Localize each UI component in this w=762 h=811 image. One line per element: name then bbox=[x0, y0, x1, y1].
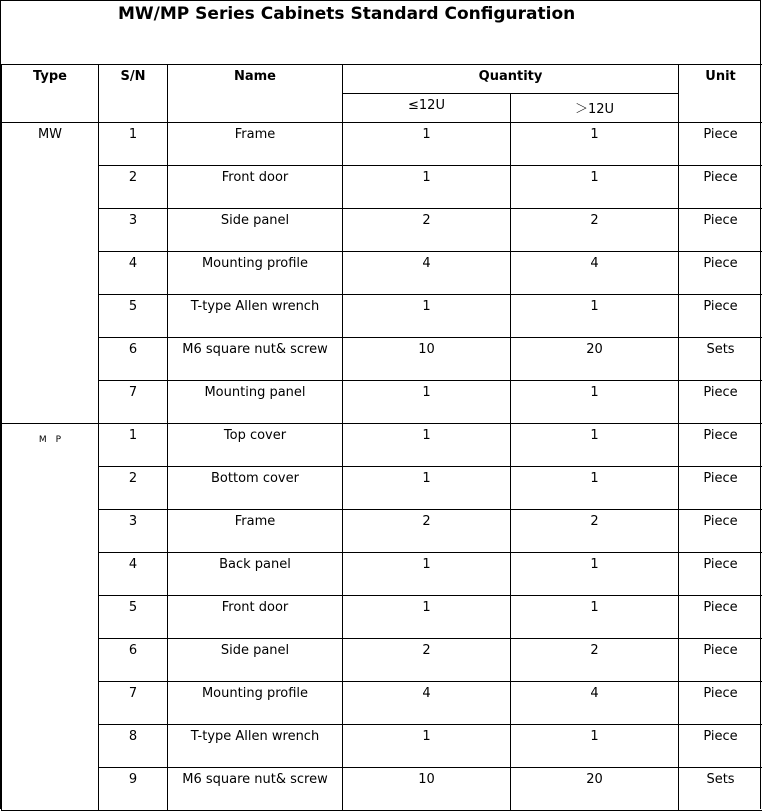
sn-cell: 6 bbox=[99, 338, 168, 381]
qty-large-cell: 1 bbox=[511, 596, 679, 639]
name-cell: Back panel bbox=[168, 553, 343, 596]
sn-cell: 3 bbox=[99, 209, 168, 252]
type-cell: MW bbox=[2, 123, 99, 424]
sn-cell: 4 bbox=[99, 252, 168, 295]
name-cell: T-type Allen wrench bbox=[168, 295, 343, 338]
unit-cell: Piece bbox=[679, 424, 762, 467]
unit-cell: Sets bbox=[679, 338, 762, 381]
sn-cell: 1 bbox=[99, 123, 168, 166]
unit-cell: Piece bbox=[679, 682, 762, 725]
table-row bbox=[2, 639, 762, 682]
sn-cell: 1 bbox=[99, 424, 168, 467]
qty-small-cell: 1 bbox=[343, 725, 511, 768]
qty-large-cell: 2 bbox=[511, 639, 679, 682]
unit-cell: Piece bbox=[679, 510, 762, 553]
qty-small-cell: 10 bbox=[343, 338, 511, 381]
name-cell: Mounting profile bbox=[168, 252, 343, 295]
table-row bbox=[2, 381, 762, 424]
name-cell: Front door bbox=[168, 596, 343, 639]
table-row bbox=[2, 768, 762, 811]
header-quantity: Quantity bbox=[343, 65, 679, 94]
table-row bbox=[2, 553, 762, 596]
table-row bbox=[2, 682, 762, 725]
name-cell: Front door bbox=[168, 166, 343, 209]
header-qty-small: ≤12U bbox=[343, 94, 511, 123]
qty-large-cell: 1 bbox=[511, 725, 679, 768]
table-row bbox=[2, 338, 762, 381]
sn-cell: 8 bbox=[99, 725, 168, 768]
qty-small-cell: 1 bbox=[343, 424, 511, 467]
qty-small-cell: 1 bbox=[343, 596, 511, 639]
sn-cell: 7 bbox=[99, 682, 168, 725]
unit-cell: Piece bbox=[679, 252, 762, 295]
name-cell: Mounting profile bbox=[168, 682, 343, 725]
qty-large-cell: 4 bbox=[511, 252, 679, 295]
sn-cell: 2 bbox=[99, 166, 168, 209]
sn-cell: 5 bbox=[99, 596, 168, 639]
header-type: Type bbox=[2, 65, 99, 123]
unit-cell: Piece bbox=[679, 553, 762, 596]
table-row bbox=[2, 510, 762, 553]
qty-small-cell: 4 bbox=[343, 252, 511, 295]
table-row bbox=[2, 725, 762, 768]
name-cell: M6 square nut& screw bbox=[168, 338, 343, 381]
qty-large-cell: 1 bbox=[511, 166, 679, 209]
unit-cell: Piece bbox=[679, 166, 762, 209]
table-row bbox=[2, 596, 762, 639]
qty-small-cell: 2 bbox=[343, 639, 511, 682]
qty-small-cell: 1 bbox=[343, 166, 511, 209]
qty-small-cell: 1 bbox=[343, 467, 511, 510]
table-row bbox=[2, 295, 762, 338]
sn-cell: 6 bbox=[99, 639, 168, 682]
qty-large-cell: 1 bbox=[511, 467, 679, 510]
qty-small-cell: 2 bbox=[343, 510, 511, 553]
qty-large-cell: 1 bbox=[511, 424, 679, 467]
table-row bbox=[2, 467, 762, 510]
name-cell: Side panel bbox=[168, 639, 343, 682]
qty-large-cell: 2 bbox=[511, 510, 679, 553]
qty-large-cell: 1 bbox=[511, 553, 679, 596]
type-cell: M P bbox=[2, 424, 99, 811]
table-row bbox=[2, 424, 762, 467]
unit-cell: Piece bbox=[679, 639, 762, 682]
qty-small-cell: 1 bbox=[343, 123, 511, 166]
name-cell: T-type Allen wrench bbox=[168, 725, 343, 768]
qty-small-cell: 1 bbox=[343, 553, 511, 596]
table-row bbox=[2, 166, 762, 209]
qty-large-cell: 1 bbox=[511, 381, 679, 424]
name-cell: Bottom cover bbox=[168, 467, 343, 510]
sn-cell: 2 bbox=[99, 467, 168, 510]
unit-cell: Piece bbox=[679, 596, 762, 639]
table-row bbox=[2, 123, 762, 166]
qty-small-cell: 10 bbox=[343, 768, 511, 811]
header-row bbox=[2, 65, 762, 94]
qty-small-cell: 1 bbox=[343, 295, 511, 338]
name-cell: Mounting panel bbox=[168, 381, 343, 424]
name-cell: Top cover bbox=[168, 424, 343, 467]
unit-cell: Sets bbox=[679, 768, 762, 811]
unit-cell: Piece bbox=[679, 123, 762, 166]
name-cell: Frame bbox=[168, 123, 343, 166]
header-qty-large: ＞12U bbox=[511, 94, 679, 123]
qty-large-cell: 1 bbox=[511, 295, 679, 338]
sn-cell: 7 bbox=[99, 381, 168, 424]
sn-cell: 3 bbox=[99, 510, 168, 553]
name-cell: Frame bbox=[168, 510, 343, 553]
qty-small-cell: 2 bbox=[343, 209, 511, 252]
configuration-table bbox=[1, 64, 762, 811]
document-title: MW/MP Series Cabinets Standard Configuration bbox=[118, 4, 575, 24]
qty-large-cell: 4 bbox=[511, 682, 679, 725]
name-cell: Side panel bbox=[168, 209, 343, 252]
unit-cell: Piece bbox=[679, 725, 762, 768]
qty-large-cell: 2 bbox=[511, 209, 679, 252]
header-sn: S/N bbox=[99, 65, 168, 123]
qty-small-cell: 1 bbox=[343, 381, 511, 424]
name-cell: M6 square nut& screw bbox=[168, 768, 343, 811]
qty-small-cell: 4 bbox=[343, 682, 511, 725]
qty-large-cell: 20 bbox=[511, 768, 679, 811]
qty-large-cell: 1 bbox=[511, 123, 679, 166]
header-name: Name bbox=[168, 65, 343, 123]
header-unit: Unit bbox=[679, 65, 762, 123]
sn-cell: 9 bbox=[99, 768, 168, 811]
sn-cell: 5 bbox=[99, 295, 168, 338]
table-row bbox=[2, 252, 762, 295]
table-row bbox=[2, 209, 762, 252]
unit-cell: Piece bbox=[679, 467, 762, 510]
sn-cell: 4 bbox=[99, 553, 168, 596]
unit-cell: Piece bbox=[679, 381, 762, 424]
qty-large-cell: 20 bbox=[511, 338, 679, 381]
unit-cell: Piece bbox=[679, 295, 762, 338]
unit-cell: Piece bbox=[679, 209, 762, 252]
